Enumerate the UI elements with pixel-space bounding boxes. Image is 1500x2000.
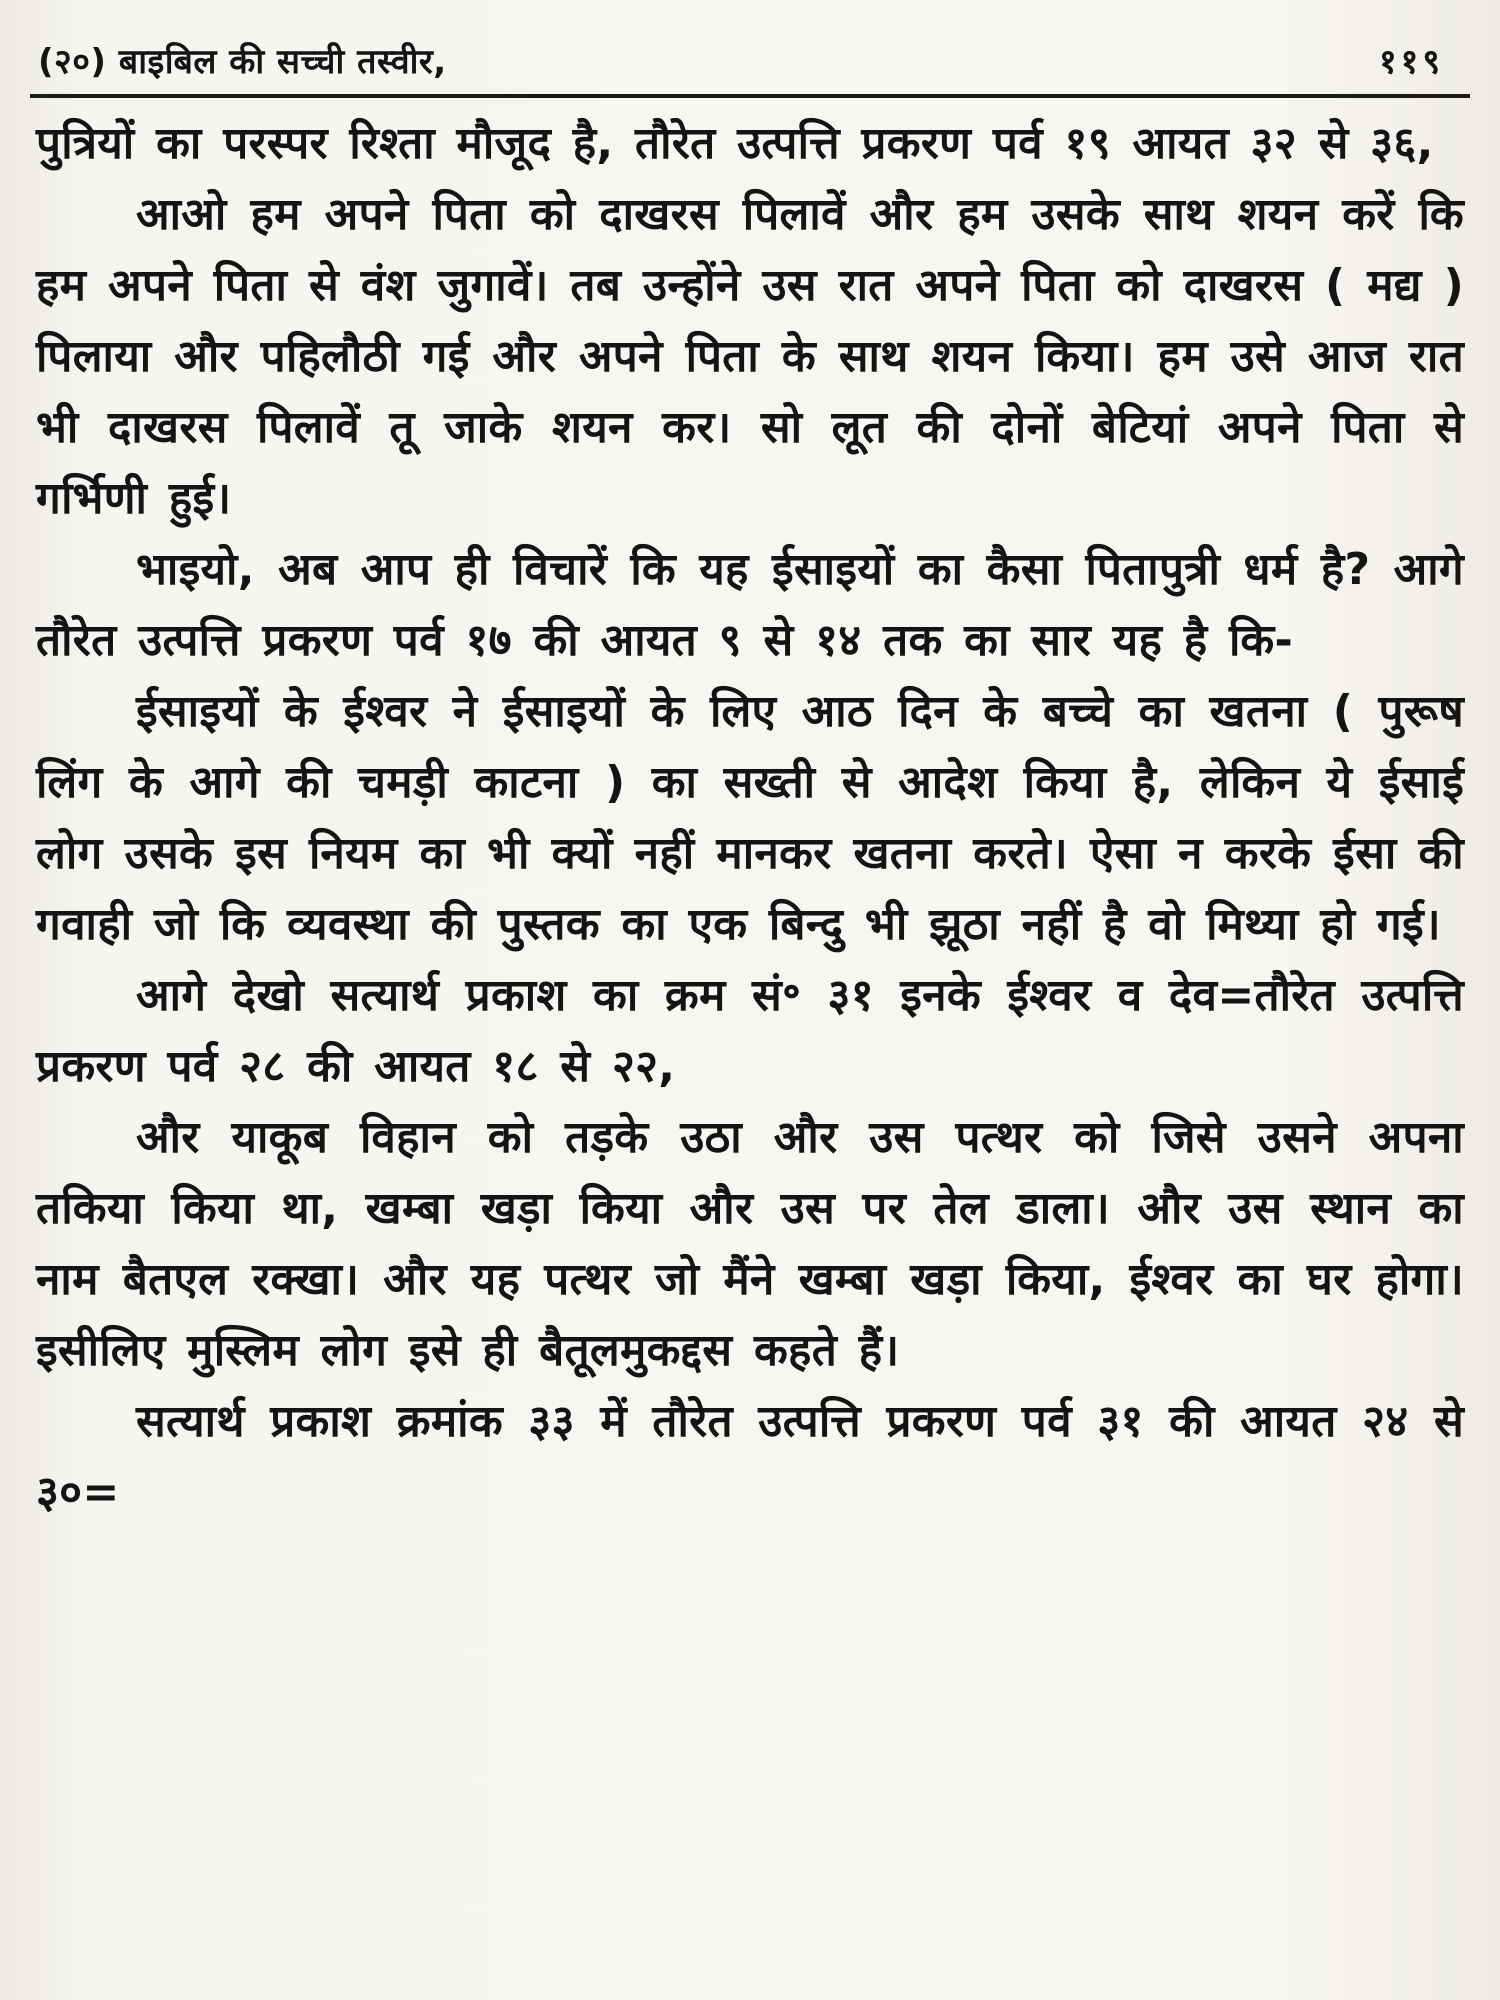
body-text bbox=[30, 98, 1470, 1528]
page-header bbox=[30, 40, 1470, 98]
paragraph: आओ हम अपने पिता को दाखरस पिलावें और हम उसके साथ शयन करें कि हम अपने पिता से वंश जुगावें। तब उन्होंने उस रात अपने पिता को दाखरस ( मद्य ) पिलाया और पहिलौठी गई और अपने पिता के साथ शयन किया। हम उसे आज रात भी दाखरस पिलावें तू जाके शयन कर। सो लूत की दोनों बेटियां अपने पिता से गर्भिणी हुई। bbox=[36, 189, 1464, 524]
page-number: ११९ bbox=[1378, 42, 1444, 82]
paragraph: ईसाइयों के ईश्वर ने ईसाइयों के लिए आठ दिन के बच्चे का खतना ( पुरूष लिंग के आगे की चमड़ी काटना ) का सख्ती से आदेश किया है, लेकिन ये ईसाई लोग उसके इस नियम का भी क्यों नहीं मानकर खतना करते। ऐसा न करके ईसा की गवाही जो कि व्यवस्था की पुस्तक का एक बिन्दु भी झूठा नहीं है वो मिथ्या हो गई। bbox=[36, 686, 1464, 950]
paragraph: पुत्रियों का परस्पर रिश्ता मौजूद है, तौरेत उत्पत्ति प्रकरण पर्व १९ आयत ३२ से ३६, bbox=[36, 118, 1434, 169]
paragraph: भाइयो, अब आप ही विचारें कि यह ईसाइयों का कैसा पितापुत्री धर्म है? आगे तौरेत उत्पत्ति प्रकरण पर्व १७ की आयत ९ से १४ तक का सार यह है कि- bbox=[36, 544, 1464, 666]
paragraph: आगे देखो सत्यार्थ प्रकाश का क्रम सं॰ ३१ इनके ईश्वर व देव=तौरेत उत्पत्ति प्रकरण पर्व २८ की आयत १८ से २२, bbox=[36, 970, 1464, 1092]
running-title: (२०) बाइबिल की सच्ची तस्वीर, bbox=[38, 42, 447, 82]
paragraph: सत्यार्थ प्रकाश क्रमांक ३३ में तौरेत उत्पत्ति प्रकरण पर्व ३१ की आयत २४ से ३०= bbox=[36, 1396, 1464, 1518]
paragraph: और याकूब विहान को तड़के उठा और उस पत्थर को जिसे उसने अपना तकिया किया था, खम्बा खड़ा किया और उस पर तेल डाला। और उस स्थान का नाम बैतएल रक्खा। और यह पत्थर जो मैंने खम्बा खड़ा किया, ईश्वर का घर होगा। इसीलिए मुस्लिम लोग इसे ही बैतूलमुकद्दस कहते हैं। bbox=[36, 1112, 1464, 1376]
